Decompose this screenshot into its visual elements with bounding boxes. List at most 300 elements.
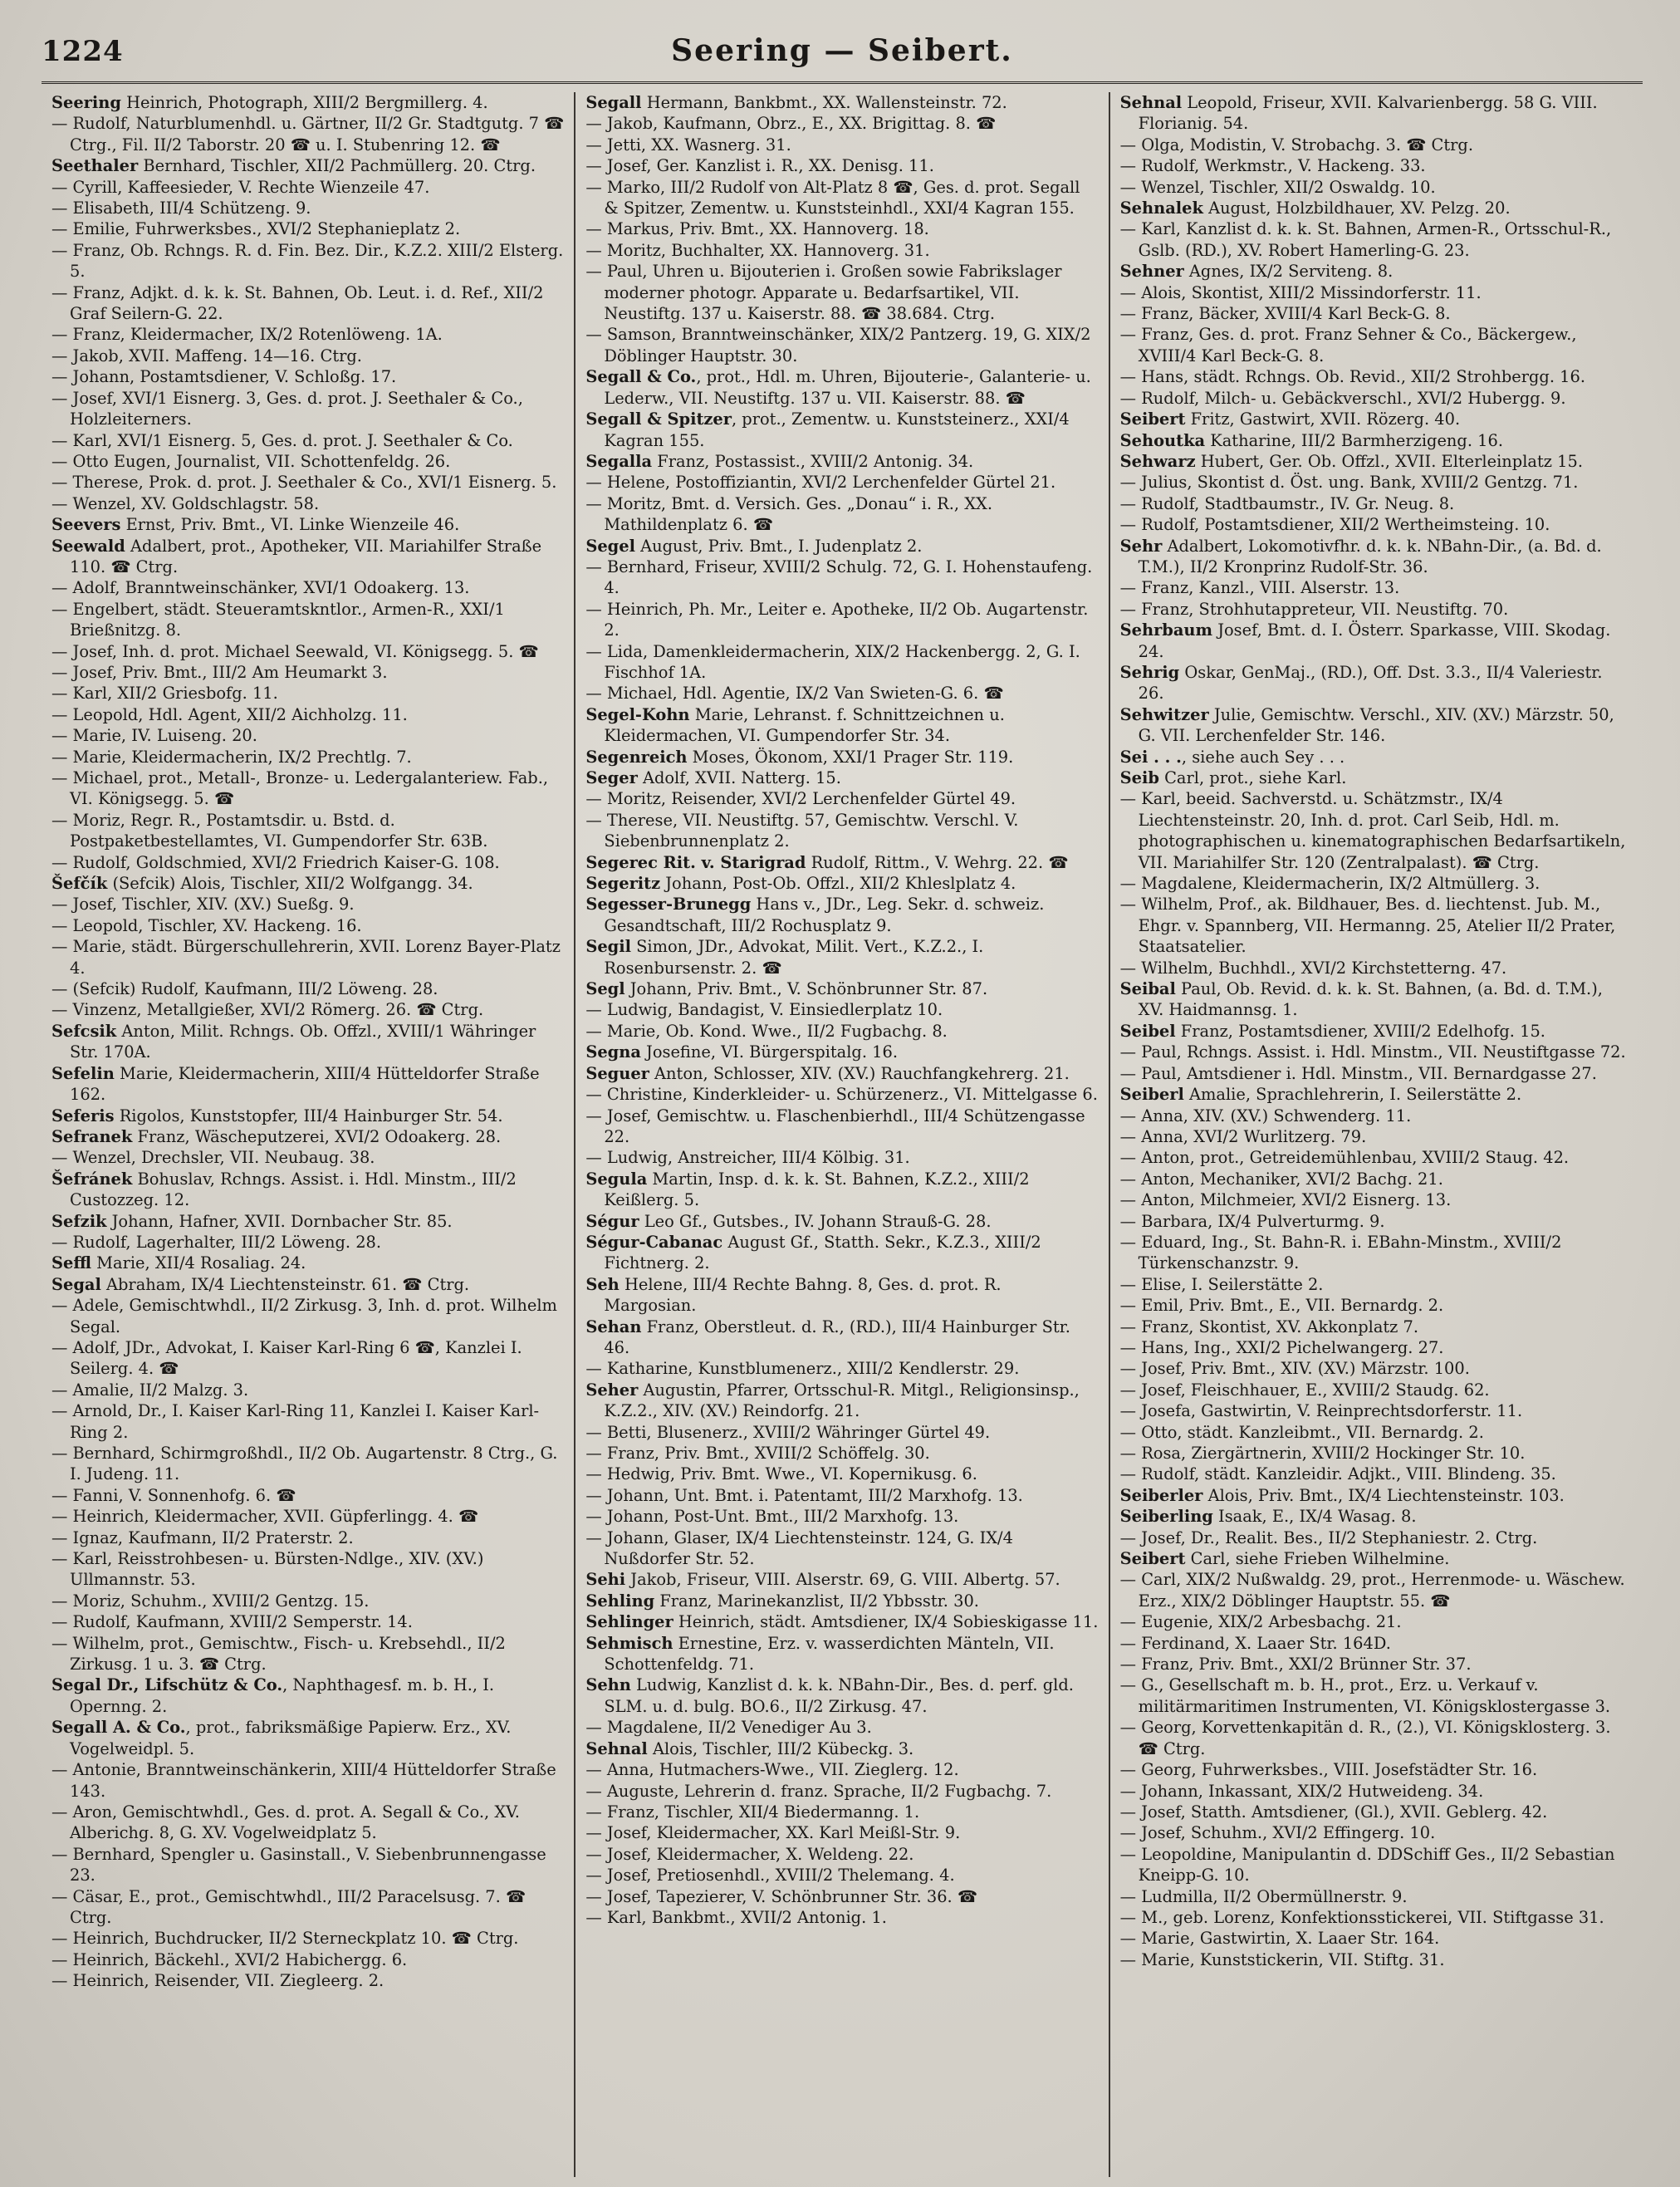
entry-name: — Hedwig [585, 1464, 670, 1484]
directory-entry [51, 1400, 564, 1443]
entry-name: Sehrig [1119, 662, 1180, 682]
entry-details: Bernhard, Tischler, XII/2 Pachmüllerg. 20. Ctrg. [138, 156, 536, 176]
directory-entry [51, 1063, 564, 1106]
directory-entry [585, 894, 1098, 936]
entry-details: Martin, Insp. d. k. k. St. Bahnen, K.Z.2., XIII/2 Keißlerg. 5. [604, 1169, 1030, 1210]
directory-entry [585, 873, 1098, 894]
entry-details: Carl, prot., siehe Karl. [1158, 768, 1347, 787]
entry-name: Sefranek [51, 1126, 133, 1146]
entry-details: , Schirmgroßhdl., II/2 Ob. Augartenstr. 8 Ctrg., G. I. Judeng. 11. [70, 1444, 558, 1484]
directory-entry [1120, 92, 1633, 135]
entry-name: — Paul [1119, 1042, 1177, 1062]
directory-entry [1120, 1317, 1633, 1337]
directory-entry [585, 1907, 1098, 1928]
directory-entry [1120, 409, 1633, 429]
entry-details: , Priv. Bmt., XXI/2 Brünner Str. 37. [1188, 1655, 1472, 1675]
directory-entry [585, 366, 1098, 409]
entry-name: — Emil [1119, 1296, 1179, 1316]
entry-details: , Milch- u. Gebäckverschl., XVI/2 Hubergg. 9. [1194, 388, 1566, 408]
directory-entry [1120, 493, 1633, 514]
entry-name: — Wilhelm [1119, 958, 1208, 978]
column-3 [1109, 92, 1643, 2177]
entry-name: — Auguste [585, 1781, 674, 1801]
directory-entry [585, 1485, 1098, 1506]
directory-entry [51, 1380, 564, 1400]
entry-name: — Josef [585, 1106, 647, 1125]
entry-name: — Franz [51, 282, 120, 302]
directory-entry [1120, 303, 1633, 324]
entry-details: Moses, Ökonom, XXI/1 Prager Str. 119. [687, 747, 1014, 767]
entry-name: — Rudolf [51, 1232, 126, 1252]
directory-entry [51, 1253, 564, 1273]
entry-name: — Rosa [1119, 1444, 1181, 1463]
entry-details: , Hutmachers-Wwe., VII. Zieglerg. 12. [649, 1760, 959, 1780]
entry-details: , Dr., Realit. Bes., II/2 Stephaniestr. 2. Ctrg. [1180, 1527, 1538, 1547]
entry-details: Leopold, Friseur, XVII. Kalvarienbergg. 58 G. VIII. Florianig. 54. [1138, 93, 1598, 134]
entry-details: , XII/2 Griesbofg. 11. [107, 684, 278, 704]
entry-name: — Vinzenz [51, 1000, 137, 1020]
entry-name: — Franz [585, 1802, 654, 1822]
directory-entry [1120, 1759, 1633, 1780]
directory-entry [1120, 894, 1633, 957]
entry-details: , Reisstrohbesen- u. Bürsten-Ndlge., XIV. (XV.) Ullmannstr. 53. [70, 1549, 484, 1590]
entry-name: — Jakob [585, 114, 654, 134]
directory-entry [51, 177, 564, 198]
entry-name: — Otto Eugen [51, 451, 166, 471]
entry-details: , Mechaniker, XVI/2 Bachg. 21. [1189, 1169, 1443, 1189]
entry-details: , XVI/1 Eisnerg. 5, Ges. d. prot. J. Seethaler & Co. [107, 430, 513, 450]
directory-entry [585, 683, 1098, 704]
entry-name: — Fanni [51, 1485, 119, 1505]
directory-entry [51, 662, 564, 683]
directory-entry [585, 788, 1098, 809]
entry-details: August Gf., Statth. Sekr., K.Z.3., XIII/2 Fichtnerg. 2. [604, 1232, 1041, 1273]
entry-name: Sehnal [1119, 93, 1183, 112]
entry-name: — Moritz [585, 493, 661, 513]
entry-name: Segel-Kohn [585, 704, 690, 724]
entry-details: Marie, XII/4 Rosaliag. 24. [91, 1253, 306, 1273]
entry-name: Sehr [1119, 536, 1163, 556]
directory-entry [51, 1126, 564, 1147]
entry-details: , Gemischtwhdl., II/2 Zirkusg. 3, Inh. d. prot. Wilhelm Segal. [70, 1296, 557, 1336]
entry-details: , Kaufmann, XVIII/2 Semperstr. 14. [125, 1612, 413, 1632]
directory-entry [585, 1633, 1098, 1675]
directory-entry [51, 1106, 564, 1126]
entry-details: Anton, Milit. Rchngs. Ob. Offzl., XVIII/1 Währinger Str. 170A. [70, 1021, 536, 1062]
entry-name: Seibel [1119, 1021, 1176, 1041]
directory-entry [1120, 1675, 1633, 1717]
directory-entry [51, 1759, 564, 1802]
entry-name: — Engelbert [51, 599, 154, 619]
entry-name: — Rudolf [51, 852, 126, 872]
entry-name: Seiberl [1119, 1085, 1184, 1105]
entry-details: Marie, Kleidermacherin, XIII/4 Hütteldorfer Straße 162. [70, 1063, 540, 1105]
entry-name: — Arnold [51, 1401, 128, 1421]
directory-entry [51, 894, 564, 915]
directory-entry [585, 1506, 1098, 1527]
entry-details: Ernst, Priv. Bmt., VI. Linke Wienzeile 46. [120, 515, 460, 535]
entry-details: Johann, Hafner, XVII. Dornbacher Str. 85. [106, 1211, 453, 1231]
entry-name: Sehrbaum [1119, 620, 1213, 640]
directory-entry [1120, 1337, 1633, 1358]
entry-details: Adolf, XVII. Natterg. 15. [637, 768, 841, 787]
directory-entry [585, 852, 1098, 873]
entry-name: Sehling [585, 1591, 655, 1611]
entry-details: , Manipulantin d. DDSchiff Ges., II/2 Sebastian Kneipp-G. 10. [1138, 1844, 1615, 1885]
directory-entry [1120, 958, 1633, 978]
directory-entry [585, 1106, 1098, 1148]
directory-entry [1120, 1485, 1633, 1506]
entry-name: — Heinrich [51, 1949, 144, 1969]
entry-details: , prot., Metall-, Bronze- u. Ledergalanteriew. Fab., VI. Königsegg. 5. ☎ [70, 768, 549, 809]
entry-name: — M. [1119, 1907, 1163, 1927]
entry-name: — Ferdinand [1119, 1633, 1225, 1653]
entry-details: , Kleidermacher, XX. Karl Meißl-Str. 9. [646, 1823, 961, 1843]
entry-name: — Josef [585, 1844, 647, 1864]
directory-entry [51, 451, 564, 472]
entry-details: , Tischler, XIV. (XV.) Sueßg. 9. [111, 895, 355, 915]
entry-name: — Emilie [51, 219, 125, 239]
entry-details: , IX/4 Pulverturmg. 9. [1207, 1211, 1385, 1231]
entry-details: , XX. Wasnerg. 31. [640, 135, 791, 154]
entry-name: — Anna [1119, 1106, 1183, 1125]
entry-details: , Priv. Bmt., XIV. (XV.) Märzstr. 100. [1180, 1359, 1470, 1379]
directory-entry [1120, 514, 1633, 535]
directory-entry [1120, 1844, 1633, 1886]
entry-name: Segall & Co. [585, 367, 697, 387]
entry-details: Heinrich, Photograph, XIII/2 Bergmillerg. 4. [120, 93, 488, 112]
entry-name: — Karl [585, 1907, 642, 1927]
entry-name: — Magdalene [585, 1718, 698, 1738]
entry-name: — Johann [585, 1485, 664, 1505]
entry-name: Sehoutka [1119, 430, 1206, 450]
entry-name: — Josef [1119, 1823, 1181, 1843]
entry-name: — Josef [51, 388, 112, 408]
directory-entry [1120, 1358, 1633, 1379]
directory-entry [1120, 1106, 1633, 1126]
directory-entry [1120, 1126, 1633, 1147]
entry-details: , Ph. Mr., Leiter e. Apotheke, II/2 Ob. Augartenstr. 2. [604, 599, 1089, 640]
entry-name: — Betti [585, 1422, 647, 1442]
entry-details: , Ges. d. prot. Franz Sehner & Co., Bäckergew., XVIII/4 Karl Beck-G. 8. [1138, 325, 1577, 365]
entry-details: , Priv. Bmt. Wwe., VI. Kopernikusg. 6. [669, 1464, 977, 1484]
directory-entry [51, 1591, 564, 1611]
entry-details: Franz, Oberstleut. d. R., (RD.), III/4 Hainburger Str. 46. [604, 1317, 1070, 1357]
entry-details: Simon, JDr., Advokat, Milit. Vert., K.Z.2., I. Rosenbursenstr. 2. ☎ [604, 937, 984, 978]
entry-details: , II/2 Obermüllnerstr. 9. [1212, 1886, 1408, 1906]
entry-details: , Werkmstr., V. Hackeng. 33. [1194, 156, 1426, 176]
entry-name: — Adele [51, 1296, 120, 1316]
entry-name: — Bernhard [51, 1444, 150, 1463]
entry-name: — Jakob [51, 346, 119, 365]
entry-details: , Bäcker, XVIII/4 Karl Beck-G. 8. [1188, 304, 1451, 324]
directory-entry [585, 1611, 1098, 1632]
directory-entry [51, 1675, 564, 1717]
directory-entry [51, 683, 564, 704]
entry-name: — Rudolf [1119, 493, 1195, 513]
directory-entry [1120, 1633, 1633, 1654]
entry-details: , Blusenerz., XVIII/2 Währinger Gürtel 49. [646, 1422, 991, 1442]
entry-details: Helene, III/4 Rechte Bahng. 8, Ges. d. prot. R. Margosian. [604, 1274, 1002, 1316]
entry-name: — Heinrich [585, 599, 678, 619]
directory-entry [1120, 1063, 1633, 1084]
directory-entry [1120, 599, 1633, 620]
entry-details: , VII. Neustiftg. 57, Gemischtw. Verschl. V. Siebenbrunnenplatz 2. [604, 810, 1019, 851]
entry-details: , Uhren u. Bijouterien i. Großen sowie Fabrikslager moderner photogr. Apparate u. Bedarfsartikel, VII. Neustiftg. 137 u. Kaiserstr. 88. ☎ 38.684. Ctrg. [604, 262, 1062, 324]
entry-name: — Ludwig [585, 1148, 668, 1168]
entry-name: Seibert [1119, 409, 1186, 429]
directory-entry [585, 177, 1098, 219]
entry-name: Sehmisch [585, 1633, 673, 1653]
entry-name: — Christine [585, 1085, 683, 1105]
entry-details: Leo Gf., Gutsbes., IV. Johann Strauß-G. 28. [639, 1211, 992, 1231]
entry-name: — Wenzel [51, 493, 131, 513]
entry-details: , Kaufmann, III/2 Löweng. 28. [193, 979, 438, 999]
entry-name: Sehwarz [1119, 451, 1196, 471]
entry-name: — Franz [1119, 599, 1189, 619]
entry-name: Segl [585, 979, 625, 999]
entry-details: , Regr. R., Postamtsdir. u. Bstd. d. Postpaketbestellamtes, VI. Gumpendorfer Str. 63B. [70, 810, 488, 851]
directory-entry [585, 493, 1098, 536]
entry-details: , Goldschmied, XVI/2 Friedrich Kaiser-G. 108. [125, 852, 500, 872]
directory-entry [1120, 324, 1633, 366]
directory-entry [1120, 1949, 1633, 1970]
directory-entry [51, 1021, 564, 1063]
entry-name: — G. [1119, 1675, 1159, 1695]
directory-entry [585, 1422, 1098, 1443]
entry-name: — Wilhelm [1119, 895, 1208, 915]
page-header [42, 33, 1643, 84]
entry-name: — Franz [1119, 325, 1189, 345]
directory-entry [51, 218, 564, 239]
directory-entry [51, 1527, 564, 1548]
directory-entry [1120, 1274, 1633, 1295]
entry-name: — Josef [1119, 1359, 1181, 1379]
entry-name: — Marie [51, 747, 121, 767]
directory-entry [1120, 1506, 1633, 1527]
entry-name: — Ludmilla [1119, 1886, 1213, 1906]
entry-details: , Ing., St. Bahn-R. i. EBahn-Minstm., XVIII/2 Türkenschanzstr. 9. [1138, 1232, 1562, 1273]
entry-details: , beeid. Sachverstd. u. Schätzmstr., IX/4 Liechtensteinstr. 20, Inh. d. prot. Carl Seib, Hdl. m. photographischen u. kinematographischen Bedarfsartikeln, VII. Mariahilfer Str. 120 (Zentralpalast). ☎ Ctrg. [1138, 789, 1626, 872]
entry-name: — Josef [51, 895, 112, 915]
entry-name: Seib [1119, 768, 1159, 787]
entry-name: — Josef [51, 641, 112, 661]
entry-name: — Georg [1119, 1760, 1192, 1780]
directory-entry [1120, 1717, 1633, 1759]
directory-entry [51, 725, 564, 746]
entry-details: , Amtsdiener i. Hdl. Minstm., VII. Bernardgasse 27. [1176, 1063, 1597, 1083]
directory-entry [585, 1317, 1098, 1359]
directory-entry [585, 135, 1098, 155]
entry-name: Seher [585, 1380, 639, 1400]
entry-details: , Inkassant, XIX/2 Hutweideng. 34. [1198, 1781, 1484, 1801]
entry-name: — Leopold [51, 915, 139, 935]
entry-details: , Kleidermacher, XVII. Güpferlingg. 4. ☎ [144, 1507, 479, 1527]
entry-name: Sefelin [51, 1063, 115, 1083]
entry-name: — Cyrill [51, 177, 118, 197]
entry-details: , Dr., I. Kaiser Karl-Ring 11, Kanzlei I. Kaiser Karl-Ring 2. [70, 1401, 540, 1442]
directory-entry [1120, 1654, 1633, 1675]
entry-name: — Josef [1119, 1802, 1181, 1822]
entry-details: , IV. Luiseng. 20. [120, 726, 257, 746]
entry-name: Seibal [1119, 979, 1176, 999]
entry-details: , Postoffiziantin, XVI/2 Lerchenfelder Gürtel 21. [664, 473, 1056, 493]
directory-entry [51, 1844, 564, 1886]
entry-details: , Damenkleidermacherin, XIX/2 Hackenbergg. 2, G. I. Fischhof 1A. [604, 641, 1080, 682]
directory-entry [51, 1949, 564, 1970]
entry-details: , Skontist d. Öst. ung. Bank, XVIII/2 Gentzg. 71. [1187, 473, 1579, 493]
entry-name: — Helene [585, 473, 665, 493]
entry-name: Šefčík [51, 874, 108, 894]
directory-entry [1120, 1169, 1633, 1189]
entry-details: Agnes, IX/2 Serviteng. 8. [1183, 262, 1393, 282]
directory-entry [585, 1865, 1098, 1885]
entry-name: — Eduard [1119, 1232, 1202, 1252]
entry-name: — Heinrich [51, 1971, 144, 1991]
directory-entry [51, 852, 564, 873]
entry-details: , Schuhm., XVI/2 Effingerg. 10. [1180, 1823, 1436, 1843]
entry-details: Abraham, IX/4 Liechtensteinstr. 61. ☎ Ctrg. [100, 1274, 470, 1294]
entry-details: , Branntweinschänker, XVI/1 Odoakerg. 13. [115, 578, 470, 598]
page-number: 1224 [42, 35, 124, 68]
entry-name: Sehan [585, 1317, 642, 1336]
entry-details: , Priv. Bmt., E., VII. Bernardg. 2. [1178, 1296, 1444, 1316]
directory-entry [585, 999, 1098, 1020]
directory-entry [51, 1274, 564, 1295]
entry-details: , Prof., ak. Bildhauer, Bes. d. liechtenst. Jub. M., Ehgr. v. Spannberg, VII. Hermanng. 25, Atelier II/2 Prater, Staatsatelier. [1138, 895, 1616, 957]
entry-name: — Moriz [51, 1591, 120, 1611]
directory-entry [51, 324, 564, 345]
directory-entry [585, 1274, 1098, 1317]
entry-details: Rudolf, Rittm., V. Wehrg. 22. ☎ [806, 852, 1069, 872]
entry-details: , Kanzlist d. k. k. St. Bahnen, Armen-R., Ortsschul-R., Gslb. (RD.), XV. Robert Hamerling-G. 23. [1138, 219, 1612, 260]
directory-entry [51, 1295, 564, 1337]
entry-details: , Buchdrucker, II/2 Sterneckplatz 10. ☎ Ctrg. [144, 1929, 519, 1949]
directory-entry [585, 472, 1098, 493]
directory-entry [51, 599, 564, 641]
entry-details: , städt. Bürgerschullehrerin, XVII. Lorenz Bayer-Platz 4. [70, 937, 561, 978]
entry-name: — Otto [1119, 1422, 1178, 1442]
entry-name: — Johann [585, 1507, 664, 1527]
directory-entry [585, 1232, 1098, 1274]
entry-details: , Skontist, XIII/2 Missindorferstr. 11. [1181, 282, 1482, 302]
entry-details: Adalbert, prot., Apotheker, VII. Mariahilfer Straße 110. ☎ Ctrg. [70, 536, 542, 576]
entry-name: — Therese [51, 473, 139, 493]
entry-name: — Rudolf [1119, 1464, 1195, 1484]
entry-name: Segenreich [585, 747, 688, 767]
entry-name: — Amalie [51, 1380, 130, 1400]
directory-entry [585, 1844, 1098, 1865]
directory-entry [1120, 873, 1633, 894]
entry-details: Heinrich, städt. Amtsdiener, IX/4 Sobieskigasse 11. [673, 1612, 1099, 1632]
entry-details: , prot., Gemischtw., Fisch- u. Krebsehdl., II/2 Zirkusg. 1 u. 3. ☎ Ctrg. [70, 1633, 506, 1675]
directory-entry [51, 1633, 564, 1675]
directory-entry [51, 472, 564, 493]
entry-details: , Bandagist, V. Einsiedlerplatz 10. [667, 1000, 943, 1020]
entry-name: — Samson [585, 325, 672, 345]
entry-name: — Josef [585, 1866, 647, 1885]
entry-name: Sehn [585, 1675, 631, 1695]
entry-name: — Moritz [585, 789, 661, 809]
entry-name: — Franz [51, 325, 120, 345]
directory-entry [1120, 1147, 1633, 1168]
entry-details: , Postamtsdiener, V. Schloßg. 17. [130, 367, 397, 387]
directory-entry [51, 978, 564, 999]
entry-name: — Karl [51, 430, 108, 450]
entry-details: , II/2 Venediger Au 3. [698, 1718, 872, 1738]
entry-details: , Inh. d. prot. Michael Seewald, VI. Königsegg. 5. ☎ [111, 641, 539, 661]
entry-name: — Franz [1119, 1655, 1189, 1675]
entry-details: , Strohhutappreteur, VII. Neustiftg. 70. [1188, 599, 1509, 619]
entry-details: , Korvettenkapitän d. R., (2.), VI. Königsklosterg. 3. ☎ Ctrg. [1138, 1718, 1611, 1758]
entry-name: — Adolf [51, 1337, 115, 1357]
entry-name: — Franz [1119, 578, 1189, 598]
directory-entry [51, 1232, 564, 1253]
directory-entry [1120, 1907, 1633, 1928]
directory-entry [585, 1802, 1098, 1822]
entry-details: , städt. Rchngs. Ob. Revid., XII/2 Strohbergg. 16. [1183, 367, 1586, 387]
directory-entry [1120, 1232, 1633, 1274]
entry-name: — Franz [1119, 1317, 1189, 1336]
entry-name: Sehner [1119, 262, 1184, 282]
entry-name: — Anton [1119, 1190, 1190, 1210]
entry-details: Hermann, Bankbmt., XX. Wallensteinstr. 72. [641, 93, 1007, 112]
entry-name: — Eugenie [1119, 1612, 1208, 1632]
directory-entry [1120, 135, 1633, 155]
entry-name: — Josef [585, 156, 647, 176]
directory-entry [51, 936, 564, 978]
directory-entry [585, 747, 1098, 767]
directory-entry [585, 1464, 1098, 1484]
entry-details: , E., prot., Gemischtwhdl., III/2 Paracelsusg. 7. ☎ Ctrg. [70, 1886, 527, 1927]
entry-details: , Naphthagesf. m. b. H., I. Opernng. 2. [70, 1675, 495, 1716]
entry-details: Ludwig, Kanzlist d. k. k. NBahn-Dir., Bes. d. perf. gld. SLM. u. d. bulg. BO.6., II/2 Zirkusg. 47. [604, 1675, 1074, 1716]
entry-name: — Heinrich [51, 1929, 144, 1949]
entry-details: , Bäckehl., XVI/2 Habichergg. 6. [144, 1949, 408, 1969]
entry-details: Jakob, Friseur, VIII. Alserstr. 69, G. VIII. Albertg. 57. [625, 1570, 1060, 1590]
entry-name: Segil [585, 937, 631, 957]
entry-name: — Franz [585, 1444, 654, 1463]
directory-entry [585, 1169, 1098, 1211]
directory-entry [51, 388, 564, 430]
directory-entry [585, 451, 1098, 472]
entry-details: , prot., Hdl. m. Uhren, Bijouterie-, Galanterie- u. Lederw., VII. Neustiftg. 137 u. VII. Kaiserstr. 88. ☎ [604, 367, 1091, 408]
directory-entry [1120, 430, 1633, 451]
directory-entry [585, 767, 1098, 788]
entry-details: Julie, Gemischtw. Verschl., XIV. (XV.) Märzstr. 50, G. VII. Lerchenfelder Str. 146. [1138, 704, 1614, 746]
entry-name: Seh [585, 1274, 620, 1294]
entry-name: Segerec Rit. v. Starigrad [585, 852, 806, 872]
entry-name: — Katharine [585, 1359, 688, 1379]
entry-details: , Bmt. d. Versich. Ges. „Donau“ i. R., XX. Mathildenplatz 6. ☎ [604, 493, 993, 535]
directory-entry [51, 282, 564, 325]
directory-entry [585, 1822, 1098, 1843]
directory-entry [585, 261, 1098, 324]
entry-details: , städt. Steueramtskntlor., Armen-R., XXI/1 Brießnitzg. 8. [70, 599, 505, 640]
directory-entry [51, 1886, 564, 1929]
directory-entry [51, 92, 564, 113]
directory-entry [51, 767, 564, 810]
entry-details: , III/4 Schützeng. 9. [149, 199, 311, 218]
directory-entry [585, 599, 1098, 641]
entry-name: — Michael [585, 684, 673, 704]
directory-entry [1120, 1569, 1633, 1611]
entry-name: — Heinrich [51, 1507, 144, 1527]
directory-entry [585, 1358, 1098, 1379]
directory-entry [585, 1021, 1098, 1042]
directory-entry [1120, 198, 1633, 218]
entry-name: — Antonie [51, 1760, 136, 1780]
